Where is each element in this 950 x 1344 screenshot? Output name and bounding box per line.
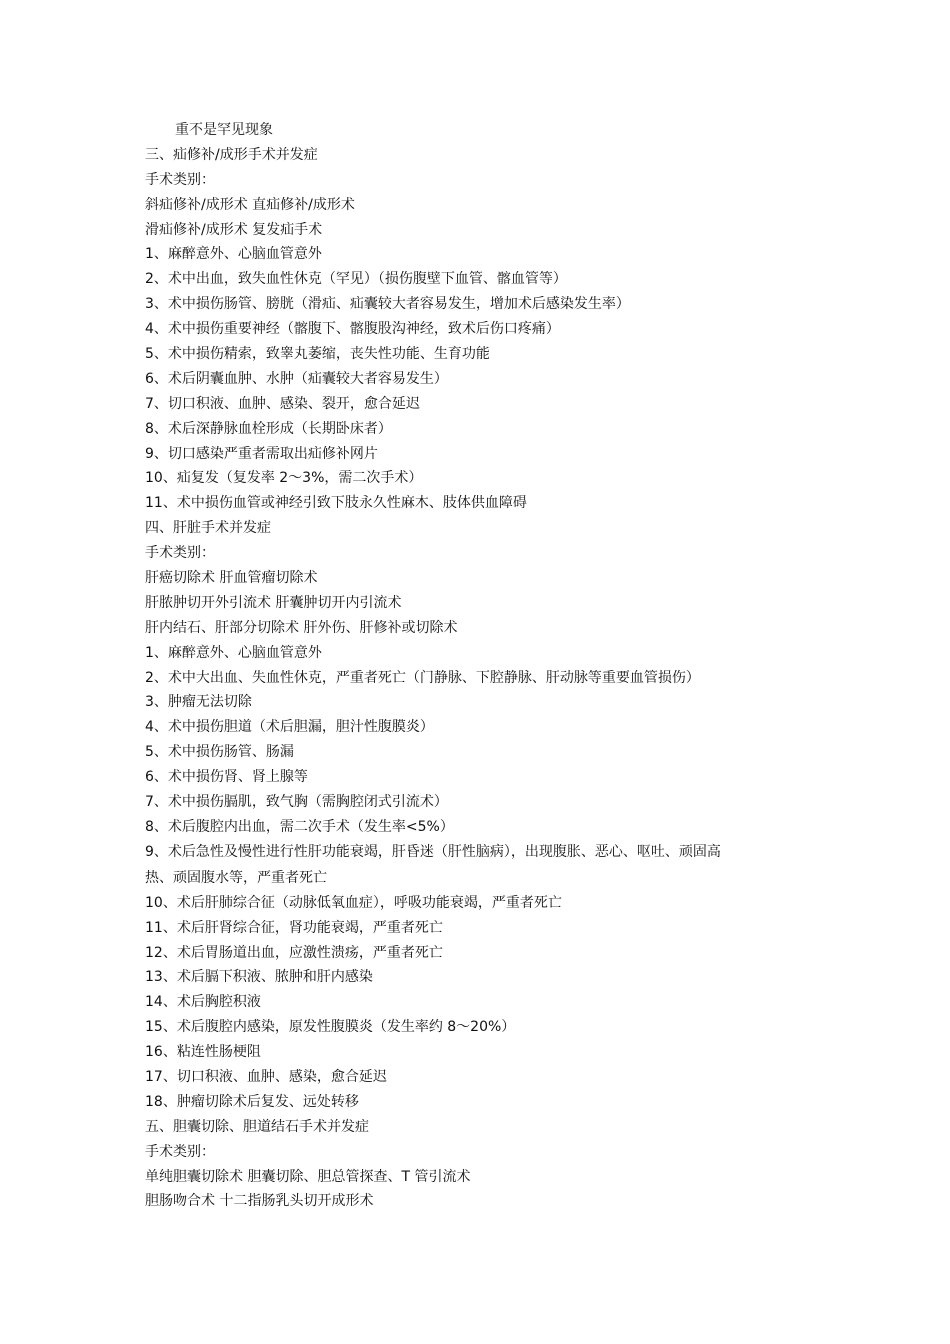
list-item: 10、术后肝肺综合征（动脉低氧血症），呼吸功能衰竭，严重者死亡: [145, 894, 562, 911]
section-heading: 四、肝脏手术并发症: [145, 520, 271, 537]
list-item: 2、术中大出血、失血性休克，严重者死亡（门静脉、下腔静脉、肝动脉等重要血管损伤）: [145, 669, 700, 686]
text-line: 肝内结石、肝部分切除术 肝外伤、肝修补或切除术: [145, 619, 458, 636]
text-line: 重不是罕见现象: [175, 122, 273, 138]
list-item: 8、术后深静脉血栓形成（长期卧床者）: [145, 420, 392, 437]
list-item: 12、术后胃肠道出血，应激性溃疡，严重者死亡: [145, 944, 443, 961]
text-line: 手术类别：: [145, 171, 215, 188]
list-item: 13、术后膈下积液、脓肿和肝内感染: [145, 969, 373, 986]
text-line: 滑疝修补/成形术 复发疝手术: [145, 221, 323, 238]
list-item: 7、切口积液、血肿、感染、裂开，愈合延迟: [145, 395, 420, 412]
text-line: 单纯胆囊切除术 胆囊切除、胆总管探查、T 管引流术: [145, 1168, 471, 1185]
list-item: 4、术中损伤重要神经（髂腹下、髂腹股沟神经，致术后伤口疼痛）: [145, 321, 560, 338]
list-item: 11、术后肝肾综合征，肾功能衰竭，严重者死亡: [145, 919, 443, 936]
section-heading: 五、胆囊切除、胆道结石手术并发症: [145, 1118, 369, 1135]
list-item: 15、术后腹腔内感染，原发性腹膜炎（发生率约 8～20%）: [145, 1019, 516, 1036]
list-item: 10、疝复发（复发率 2～3%，需二次手术）: [145, 470, 423, 487]
list-item: 1、麻醉意外、心脑血管意外: [145, 246, 322, 263]
list-item: 5、术中损伤精索，致睾丸萎缩，丧失性功能、生育功能: [145, 346, 490, 363]
list-item: 9、切口感染严重者需取出疝修补网片: [145, 445, 378, 462]
list-item: 2、术中出血，致失血性休克（罕见）（损伤腹壁下血管、髂血管等）: [145, 271, 567, 288]
list-item: 17、切口积液、血肿、感染，愈合延迟: [145, 1068, 387, 1085]
text-line: 斜疝修补/成形术 直疝修补/成形术: [145, 196, 355, 213]
list-item: 1、麻醉意外、心脑血管意外: [145, 644, 322, 661]
list-item: 3、肿瘤无法切除: [145, 694, 252, 711]
list-item: 3、术中损伤肠管、膀胱（滑疝、疝囊较大者容易发生，增加术后感染发生率）: [145, 296, 630, 313]
list-item: 16、粘连性肠梗阻: [145, 1044, 261, 1061]
list-item: 6、术后阴囊血肿、水肿（疝囊较大者容易发生）: [145, 370, 448, 387]
text-line: 肝脓肿切开外引流术 肝囊肿切开内引流术: [145, 594, 402, 611]
list-item: 5、术中损伤肠管、肠漏: [145, 744, 294, 761]
list-item-continuation: 热、顽固腹水等，严重者死亡: [145, 869, 327, 886]
list-item: 11、术中损伤血管或神经引致下肢永久性麻木、肢体供血障碍: [145, 495, 527, 512]
text-line: 手术类别：: [145, 1143, 215, 1160]
text-line: 肝癌切除术 肝血管瘤切除术: [145, 570, 318, 587]
list-item: 7、术中损伤膈肌，致气胸（需胸腔闭式引流术）: [145, 794, 448, 811]
list-item: 4、术中损伤胆道（术后胆漏，胆汁性腹膜炎）: [145, 719, 434, 736]
section-heading: 三、疝修补/成形手术并发症: [145, 146, 318, 163]
document-body: [145, 118, 835, 1214]
list-item: 8、术后腹腔内出血，需二次手术（发生率<5%）: [145, 818, 454, 835]
list-item: 6、术中损伤肾、肾上腺等: [145, 769, 308, 786]
text-line: 胆肠吻合术 十二指肠乳头切开成形术: [145, 1193, 374, 1210]
list-item: 9、术后急性及慢性进行性肝功能衰竭，肝昏迷（肝性脑病），出现腹胀、恶心、呕吐、顽固高: [145, 843, 721, 860]
text-line: 手术类别：: [145, 545, 215, 562]
list-item: 18、肿瘤切除术后复发、远处转移: [145, 1093, 359, 1110]
list-item: 14、术后胸腔积液: [145, 994, 261, 1011]
